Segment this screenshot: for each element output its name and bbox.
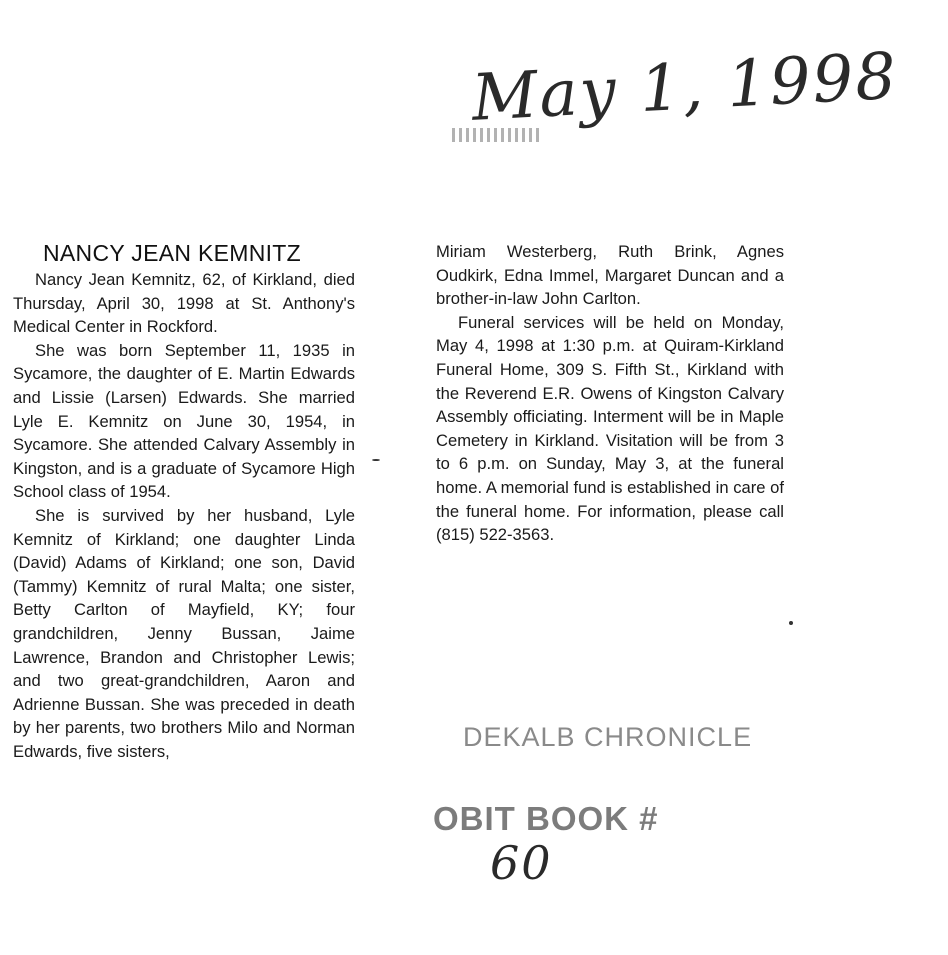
newspaper-stamp: DEKALB CHRONICLE [463,722,753,752]
paragraph: She was born September 11, 1935 in Sycamore, the daughter of E. Martin Edwards and Lissie (Larsen) Edwards. She married Lyle E. Kemnitz on June 30, 1954, in Sycamore. She attended Calvary Assembly in Kingston, and is a graduate of Sycamore High School class of 1954. [13,340,355,502]
paragraph: She is survived by her husband, Lyle Kemnitz of Kirkland; one daughter Linda (David) Adams of Kirkland; one son, David (Tammy) Kemnitz of rural Malta; one sister, Betty Carlton of Mayfield, KY; four grandchildren, Jenny Bussan, Jaime Lawrence, Brandon and Christopher Lewis; and two great-grandchildren, Aaron and Adrienne Bussan. She was preceded in death by her parents, two brothers Milo and Norman Edwards, five sisters, [13,505,355,761]
obituary-title: NANCY JEAN KEMNITZ [43,240,302,266]
ink-speck [789,621,793,625]
obit-book-number: 60 [490,836,553,890]
handwritten-date: May 1, 1998 [470,39,900,136]
ink-speck [372,459,380,461]
obit-book-stamp: OBIT BOOK # [433,800,659,837]
paragraph: Nancy Jean Kemnitz, 62, of Kirkland, died Thursday, April 30, 1998 at St. Anthony's Medical Center in Rockford. [13,270,355,337]
obituary-column-1 [13,238,355,763]
obituary-column-2 [436,240,784,547]
paragraph: Funeral services will be held on Monday, May 4, 1998 at 1:30 p.m. at Quiram-Kirkland Funeral Home, 309 S. Fifth St., Kirkland with the Reverend E.R. Owens of Kingston Calvary Assembly officiating. Interment will be in Maple Cemetery in Kirkland. Visitation will be from 3 to 6 p.m. on Sunday, May 3, at the funeral home. A memorial fund is established in care of the funeral home. For information, please call (815) 522-3563. [436,312,784,545]
paragraph: Miriam Westerberg, Ruth Brink, Agnes Oudkirk, Edna Immel, Margaret Duncan and a brother-in-law John Carlton. [436,242,784,309]
